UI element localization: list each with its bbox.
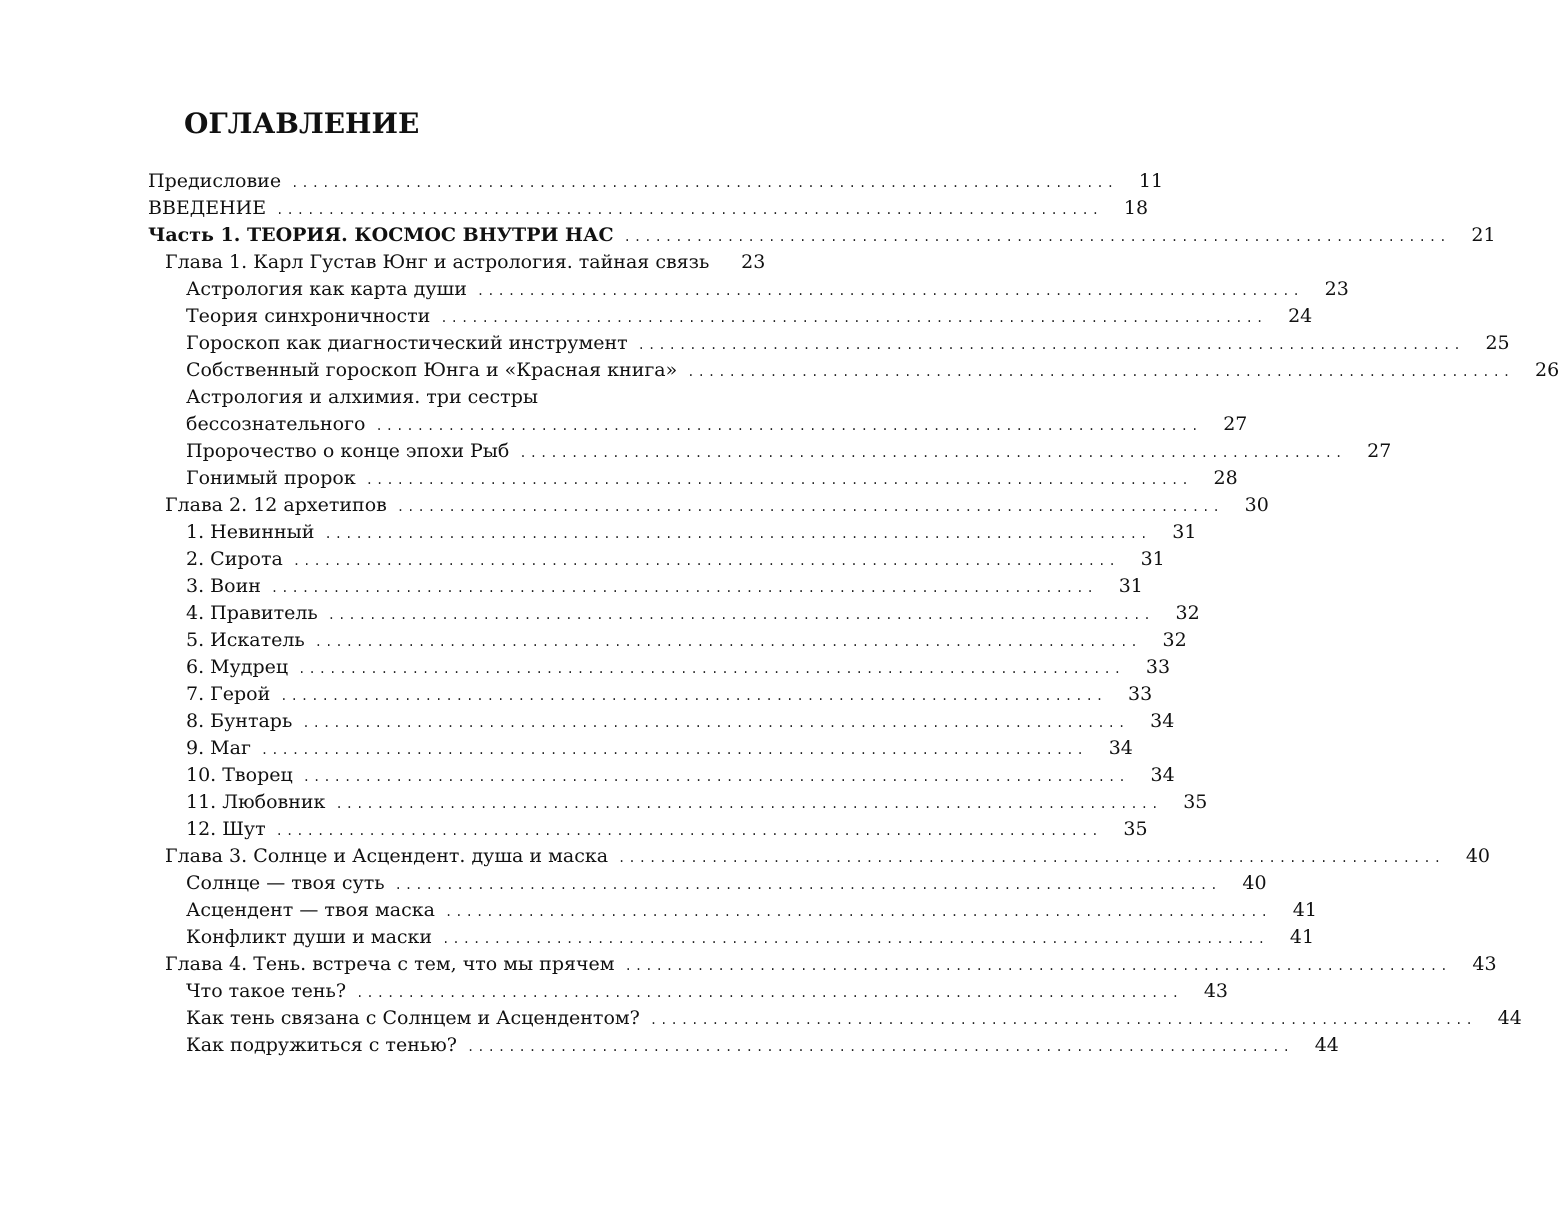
toc-page-number: 27 — [1367, 440, 1392, 462]
toc-section-entry[interactable] — [186, 681, 1153, 708]
toc-page-number: 27 — [1223, 413, 1248, 435]
toc-chapter-entry[interactable] — [165, 492, 1269, 519]
toc-entry-label: Теория синхроничности — [186, 305, 431, 327]
toc-entry-label: Глава 1. Карл Густав Юнг и астрология. тайная связь — [165, 251, 710, 273]
toc-section-entry[interactable] — [186, 438, 1392, 465]
dot-leader: ................................................................................ — [356, 986, 1183, 1000]
dot-leader: ................................................................................ — [260, 743, 1087, 757]
dot-leader: ................................................................................ — [476, 284, 1303, 298]
dot-leader: ................................................................................ — [623, 230, 1450, 244]
toc-page-number: 35 — [1183, 791, 1208, 813]
dot-leader: ................................................................................ — [466, 1040, 1293, 1054]
toc-page-number: 32 — [1175, 602, 1200, 624]
toc-section-entry[interactable] — [186, 384, 744, 411]
toc-page-number: 41 — [1292, 899, 1317, 921]
dot-leader: ................................................................................ — [519, 446, 1346, 460]
toc-part-entry[interactable] — [148, 222, 1496, 249]
toc-page-number: 40 — [1242, 872, 1267, 894]
dot-leader: ................................................................................ — [292, 554, 1119, 568]
toc-page-number: 43 — [1472, 953, 1497, 975]
dot-leader: ................................................................................ — [298, 662, 1125, 676]
toc-page-number: 24 — [1288, 305, 1313, 327]
table-of-contents — [0, 168, 1559, 1059]
toc-entry-label: 8. Бунтарь — [186, 710, 293, 732]
toc-section-entry[interactable] — [186, 411, 1248, 438]
dot-leader: ................................................................................ — [442, 932, 1269, 946]
toc-chapter-entry[interactable] — [165, 843, 1491, 870]
dot-leader: ................................................................................ — [324, 527, 1151, 541]
toc-page-number: 35 — [1123, 818, 1148, 840]
dot-leader: ................................................................................ — [375, 419, 1202, 433]
toc-section-entry[interactable] — [186, 546, 1165, 573]
toc-section-entry[interactable] — [186, 1032, 1339, 1059]
toc-page-number: 25 — [1485, 332, 1510, 354]
toc-page-number: 40 — [1465, 845, 1491, 867]
toc-section-entry[interactable] — [186, 735, 1133, 762]
toc-entry-label: 3. Воин — [186, 575, 261, 597]
toc-entry-label: Часть 1. ТЕОРИЯ. КОСМОС ВНУТРИ НАС — [148, 224, 614, 246]
toc-chapter-entry[interactable] — [165, 951, 1497, 978]
toc-page-number: 33 — [1128, 683, 1153, 705]
toc-entry-label: Конфликт души и маски — [186, 926, 433, 948]
dot-leader: ................................................................................ — [291, 176, 1118, 190]
toc-page-number: 23 — [1324, 278, 1349, 300]
toc-entry-label: Гороскоп как диагностический инструмент — [186, 332, 628, 354]
toc-section-entry[interactable] — [186, 573, 1143, 600]
toc-entry-label: Как тень связана с Солнцем и Асцендентом? — [186, 1007, 640, 1029]
toc-entry-label: 7. Герой — [186, 683, 271, 705]
toc-entry-label: 2. Сирота — [186, 548, 283, 570]
toc-entry-label: Солнце — твоя суть — [186, 872, 385, 894]
toc-entry-label: Астрология и алхимия. три сестры — [186, 386, 538, 408]
toc-entry-label: 1. Невинный — [186, 521, 315, 543]
dot-leader: ................................................................................ — [302, 770, 1129, 784]
toc-entry-label: Гонимый пророк — [186, 467, 356, 489]
toc-entry-label: Глава 3. Солнце и Асцендент. душа и маска — [165, 845, 609, 867]
toc-section-entry[interactable] — [186, 465, 1238, 492]
toc-entry-label: Собственный гороскоп Юнга и «Красная книга» — [186, 359, 678, 381]
toc-page-number: 44 — [1497, 1007, 1522, 1029]
dot-leader: ................................................................................ — [687, 365, 1514, 379]
toc-page-number: 44 — [1314, 1034, 1339, 1056]
toc-page-number: 34 — [1108, 737, 1133, 759]
dot-leader: ................................................................................ — [649, 1013, 1476, 1027]
toc-page-number: 33 — [1145, 656, 1171, 678]
toc-entry-label: 9. Маг — [186, 737, 251, 759]
toc-page-number: 28 — [1213, 467, 1238, 489]
toc-entry-label: Глава 4. Тень. встреча с тем, что мы прячем — [165, 953, 615, 975]
dot-leader: ................................................................................ — [396, 500, 1223, 514]
toc-entry-label: 4. Правитель — [186, 602, 318, 624]
toc-entry-label: 10. Творец — [186, 764, 293, 786]
toc-page-number: 41 — [1289, 926, 1315, 948]
dot-leader: ................................................................................ — [275, 824, 1102, 838]
toc-section-entry[interactable] — [186, 600, 1200, 627]
toc-entry-label: Пророчество о конце эпохи Рыб — [186, 440, 510, 462]
toc-section-entry[interactable] — [186, 897, 1317, 924]
toc-page-number: 31 — [1140, 548, 1165, 570]
dot-leader: ................................................................................ — [444, 905, 1271, 919]
toc-section-entry[interactable] — [186, 654, 1171, 681]
toc-page-number: 32 — [1162, 629, 1187, 651]
dot-leader: ................................................................................ — [365, 473, 1192, 487]
toc-section-entry[interactable] — [186, 870, 1267, 897]
dot-leader: ................................................................................ — [314, 635, 1141, 649]
toc-section-entry[interactable] — [186, 978, 1229, 1005]
toc-section-entry[interactable] — [186, 330, 1510, 357]
toc-entry-label: Предисловие — [148, 170, 282, 192]
toc-entry-label: ВВЕДЕНИЕ — [148, 197, 267, 219]
dot-leader: ................................................................................ — [624, 959, 1451, 973]
toc-entry-label: 12. Шут — [186, 818, 266, 840]
toc-section-entry[interactable] — [186, 708, 1175, 735]
dot-leader: ................................................................................ — [618, 851, 1445, 865]
dot-leader: ................................................................................ — [440, 311, 1267, 325]
toc-section-entry[interactable] — [186, 762, 1175, 789]
toc-section-entry[interactable] — [186, 519, 1197, 546]
toc-section-entry[interactable] — [186, 357, 1559, 384]
toc-entry-label: Астрология как карта души — [186, 278, 467, 300]
toc-entry[interactable] — [148, 195, 1149, 222]
dot-leader: ................................................................................ — [276, 203, 1103, 217]
toc-section-entry[interactable] — [186, 816, 1148, 843]
toc-page-number: 30 — [1244, 494, 1269, 516]
toc-entry-label: бессознательного — [186, 413, 366, 435]
toc-section-entry[interactable] — [186, 276, 1349, 303]
toc-entry-label: Глава 2. 12 архетипов — [165, 494, 387, 516]
dot-leader: ................................................................................ — [637, 338, 1464, 352]
toc-chapter-entry[interactable] — [165, 249, 766, 276]
toc-entry-label: 5. Искатель — [186, 629, 305, 651]
page-title: ОГЛАВЛЕНИЕ — [184, 107, 420, 140]
toc-page-number: 34 — [1150, 710, 1175, 732]
toc-page-number: 31 — [1172, 521, 1197, 543]
toc-page-number: 43 — [1203, 980, 1229, 1002]
dot-leader: ................................................................................ — [270, 581, 1097, 595]
toc-section-entry[interactable] — [186, 789, 1208, 816]
dot-leader: ................................................................................ — [394, 878, 1221, 892]
toc-entry-label: Что такое тень? — [186, 980, 347, 1002]
toc-page-number: 26 — [1535, 359, 1559, 381]
toc-page-number: 34 — [1150, 764, 1175, 786]
toc-section-entry[interactable] — [186, 627, 1187, 654]
toc-section-entry[interactable] — [186, 924, 1315, 951]
toc-entry[interactable] — [148, 168, 1164, 195]
toc-page-number: 21 — [1471, 224, 1496, 246]
toc-section-entry[interactable] — [186, 1005, 1522, 1032]
toc-page-number: 11 — [1138, 170, 1164, 192]
dot-leader: ................................................................................ — [335, 797, 1162, 811]
dot-leader: ................................................................................ — [302, 716, 1129, 730]
toc-section-entry[interactable] — [186, 303, 1313, 330]
toc-page-number: 18 — [1123, 197, 1149, 219]
dot-leader: ................................................................................ — [327, 608, 1154, 622]
dot-leader: ................................................................................ — [280, 689, 1107, 703]
toc-entry-label: Как подружиться с тенью? — [186, 1034, 457, 1056]
toc-entry-label: 11. Любовник — [186, 791, 326, 813]
toc-entry-label: Асцендент — твоя маска — [186, 899, 435, 921]
toc-page-number: 23 — [741, 251, 766, 273]
toc-page-number: 31 — [1118, 575, 1143, 597]
toc-entry-label: 6. Мудрец — [186, 656, 289, 678]
